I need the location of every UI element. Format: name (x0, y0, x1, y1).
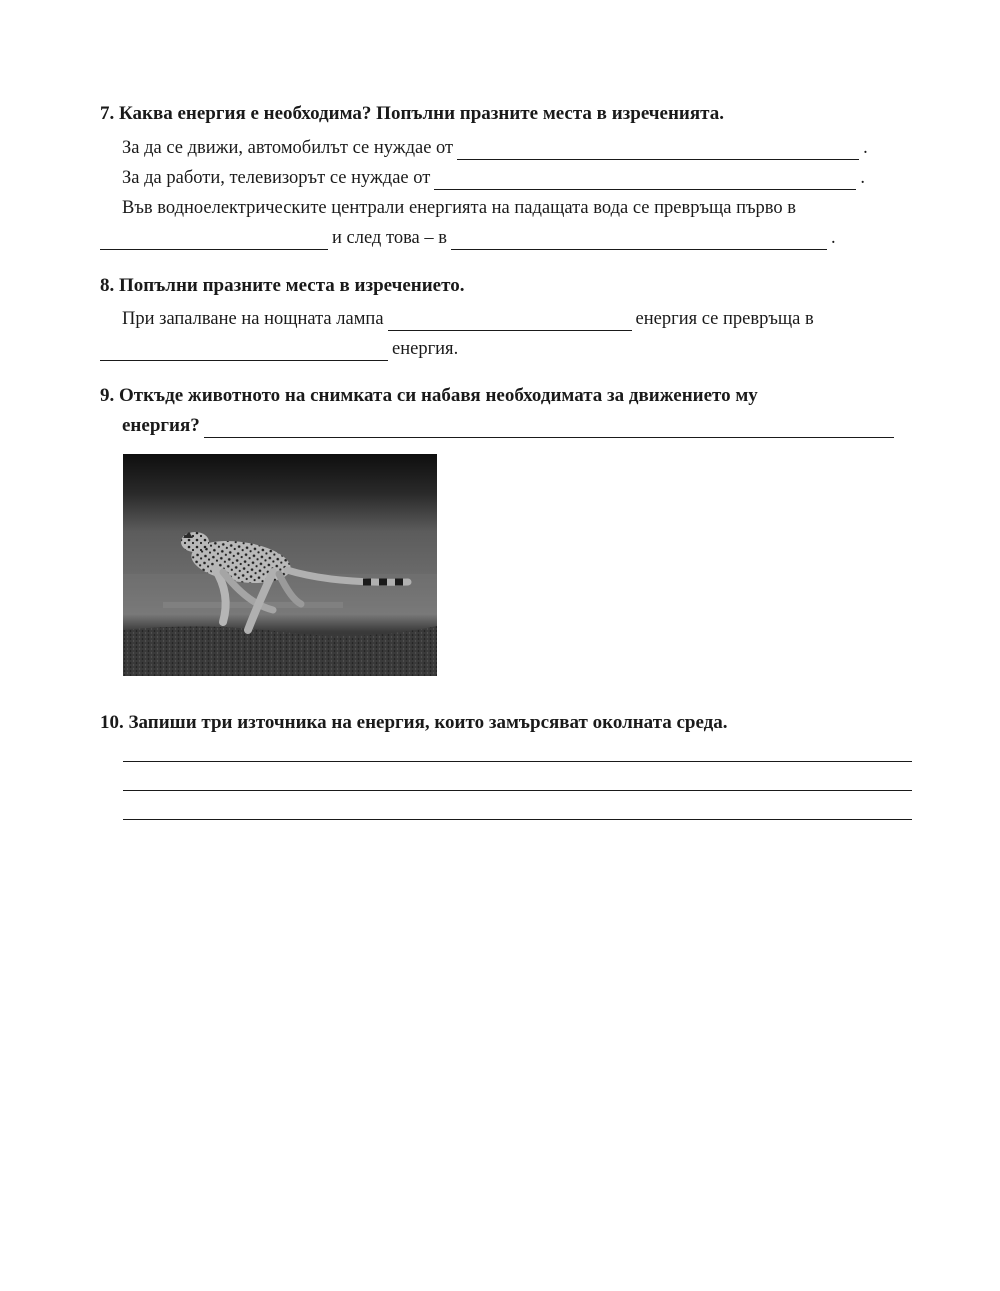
question-10-answer-line-2[interactable] (123, 790, 912, 791)
question-9-title-line-2 (122, 416, 898, 436)
question-7-sentence-2 (122, 169, 865, 188)
question-7-blank-4[interactable] (451, 231, 827, 250)
question-8-sentence-1-text: При запалване на нощната лампа (122, 309, 384, 329)
question-7-sentence-4-text: и след това – в (332, 228, 448, 248)
question-10-title (100, 713, 728, 732)
question-8-sentence-1-end: енергия се превръща в (635, 309, 814, 329)
question-7-sentence-1 (122, 139, 868, 158)
question-7-sentence-2-text: За да работи, телевизорът се нуждае от (122, 168, 431, 188)
question-7-title: 7. Каква енергия е необходима? Попълни празните места в изреченията. (100, 103, 724, 124)
question-7-blank-3[interactable] (100, 231, 328, 250)
question-8-blank-2[interactable] (100, 342, 388, 361)
question-9-answer-field[interactable] (204, 419, 894, 438)
question-8-sentence-1 (122, 310, 814, 329)
question-8-sentence-2-end: енергия. (392, 339, 459, 359)
question-7-sentence-4 (100, 229, 836, 248)
question-8-sentence-2 (100, 340, 458, 359)
question-10-title-text: . Запиши три източника на енергия, които замърсяват околната среда. (119, 712, 728, 733)
question-8-blank-1[interactable] (388, 312, 632, 331)
question-9-title-line-1: 9. Откъде животното на снимката си набавя необходимата за движението му (100, 385, 758, 406)
question-10-answer-line-3[interactable] (123, 819, 912, 820)
question-7-sentence-2-end: . (860, 168, 865, 188)
question-8-title: 8. Попълни празните места в изречението. (100, 275, 465, 296)
question-9-title-line-2-text: енергия? (122, 415, 200, 436)
question-7-sentence-1-end: . (863, 138, 868, 158)
cheetah-photo (123, 454, 437, 676)
question-7-sentence-3: Във водноелектрическите централи енергията на падащата вода се превръща първо в (122, 198, 797, 218)
question-7-blank-2[interactable] (434, 171, 856, 190)
question-7-blank-1[interactable] (457, 141, 859, 160)
question-7-sentence-1-text: За да се движи, автомобилът се нуждае от (122, 138, 454, 158)
cheetah-photo-image (123, 454, 437, 676)
question-10-number: 10 (100, 712, 119, 733)
question-10-answer-line-1[interactable] (123, 761, 912, 762)
question-7-sentence-4-end: . (831, 228, 836, 248)
